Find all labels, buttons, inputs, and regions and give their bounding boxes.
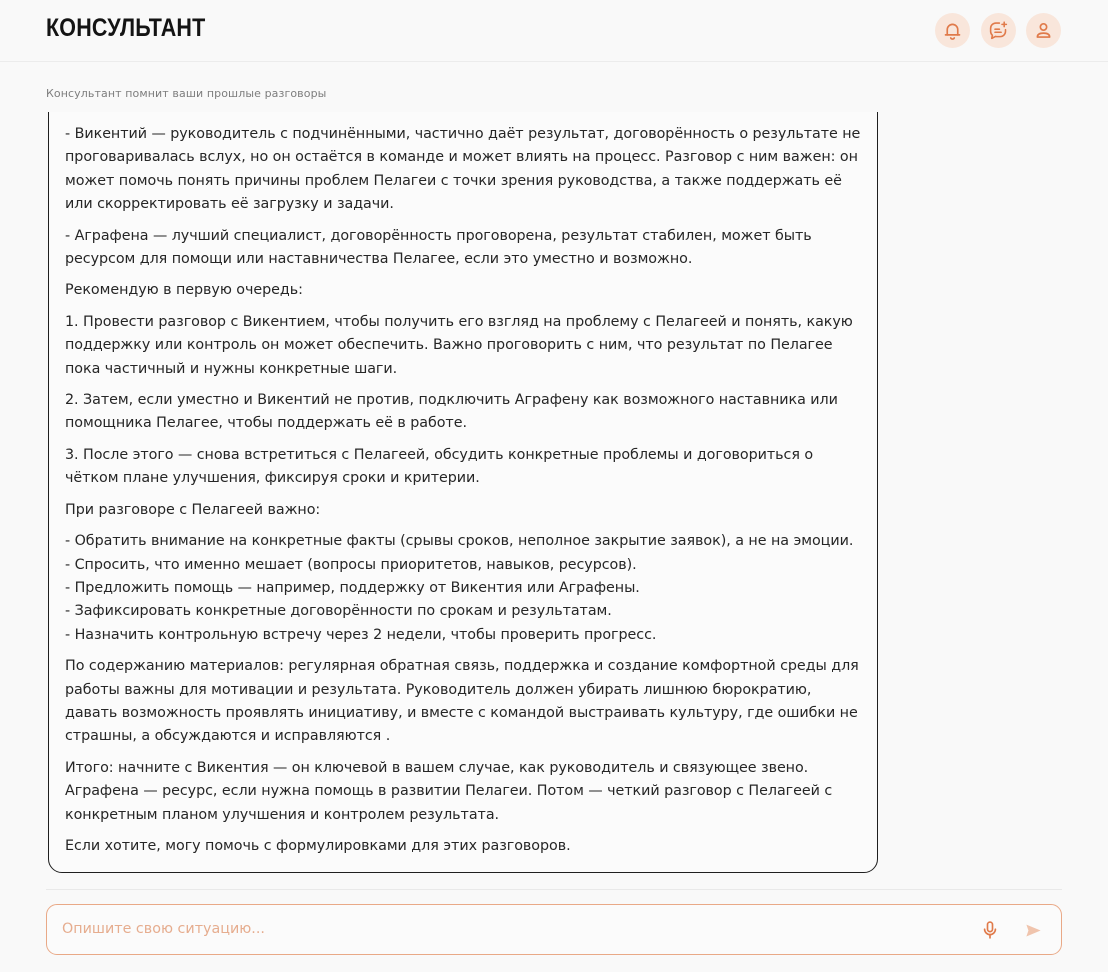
- list-item: - Назначить контрольную встречу через 2 недели, чтобы проверить прогресс.: [65, 626, 657, 643]
- top-header: [0, 0, 1108, 62]
- profile-button[interactable]: [1026, 13, 1061, 48]
- message-paragraph: Итого: начните с Викентия — он ключевой в вашем случае, как руководитель и связующее звено. Аграфена — ресурс, если нужна помощь в развитии Пелагеи. Потом — четкий разговор с Пелагеей с конкретным планом улучшения и контролем результата.: [65, 759, 833, 823]
- assistant-message-bubble: [48, 112, 878, 873]
- list-item: - Предложить помощь — например, поддержку от Викентия или Аграфены.: [65, 579, 640, 596]
- chat-sparkle-icon: [988, 20, 1009, 41]
- message-paragraph: По содержанию материалов: регулярная обратная связь, поддержка и создание комфортной среды для работы важны для мотивации и результата. Руководитель должен убирать лишнюю бюрократию, давать возможность проявлять инициативу, и вместе с командой выстраивать культуру, где ошибки не страшны, а обсуждаются и исправляются .: [65, 658, 859, 745]
- message-paragraph: 2. Затем, если уместно и Викентий не против, подключить Аграфену как возможного наставника или помощника Пелагее, чтобы поддержать её в работе.: [65, 392, 838, 432]
- send-icon: [1024, 921, 1043, 940]
- list-item: - Обратить внимание на конкретные факты (срывы сроков, неполное закрытие заявок), а не на эмоции.: [65, 533, 854, 550]
- message-paragraph: 3. После этого — снова встретиться с Пелагеей, обсудить конкретные проблемы и договориться о чётком плане улучшения, фиксируя сроки и критерии.: [65, 446, 814, 487]
- message-paragraph: При разговоре с Пелагеей важно:: [65, 501, 321, 518]
- message-paragraph: - Викентий — руководитель с подчинёнными, частично даёт результат, договорённость о результате не проговаривалась вслух, но он остаётся в команде и может влиять на процесс. Разговор с ним важен: он может помочь понять причины проблем Пелагеи с точки зрения руководства, а также поддержать её или скорректировать её загрузку и задачи.: [65, 126, 861, 213]
- message-paragraph: Если хотите, могу помочь с формулировками для этих разговоров.: [65, 837, 571, 854]
- send-button[interactable]: [1020, 917, 1046, 943]
- message-paragraph: 1. Провести разговор с Викентием, чтобы получить его взгляд на проблему с Пелагеей и понять, какую поддержку или контроль он может обеспечить. Важно проговорить с ним, что результат по Пелагее пока частичный и нужны конкретные шаги.: [65, 313, 853, 377]
- new-chat-button[interactable]: [981, 13, 1016, 48]
- notifications-button[interactable]: [935, 13, 970, 48]
- microphone-icon: [980, 920, 1000, 940]
- memory-note: Консультант помнит ваши прошлые разговоры: [46, 87, 327, 100]
- list-item: - Зафиксировать конкретные договорённости по срокам и результатам.: [65, 603, 612, 620]
- message-paragraph: Рекомендую в первую очередь:: [65, 282, 303, 299]
- bell-icon: [942, 20, 963, 41]
- list-item: - Спросить, что именно мешает (вопросы приоритетов, навыков, ресурсов).: [65, 556, 637, 573]
- message-list: [65, 530, 863, 647]
- chat-history[interactable]: [0, 112, 1108, 890]
- user-icon: [1033, 20, 1054, 41]
- brand-logo[interactable]: КОНСУЛЬТАНТ: [46, 14, 206, 42]
- message-input[interactable]: [62, 905, 962, 953]
- message-paragraph: - Аграфена — лучший специалист, договорённость проговорена, результат стабилен, может быть ресурсом для помощи или наставничества Пелагее, если это уместно и возможно.: [65, 227, 812, 268]
- message-composer: [46, 904, 1062, 955]
- voice-input-button[interactable]: [977, 917, 1003, 943]
- composer-divider: [46, 889, 1062, 890]
